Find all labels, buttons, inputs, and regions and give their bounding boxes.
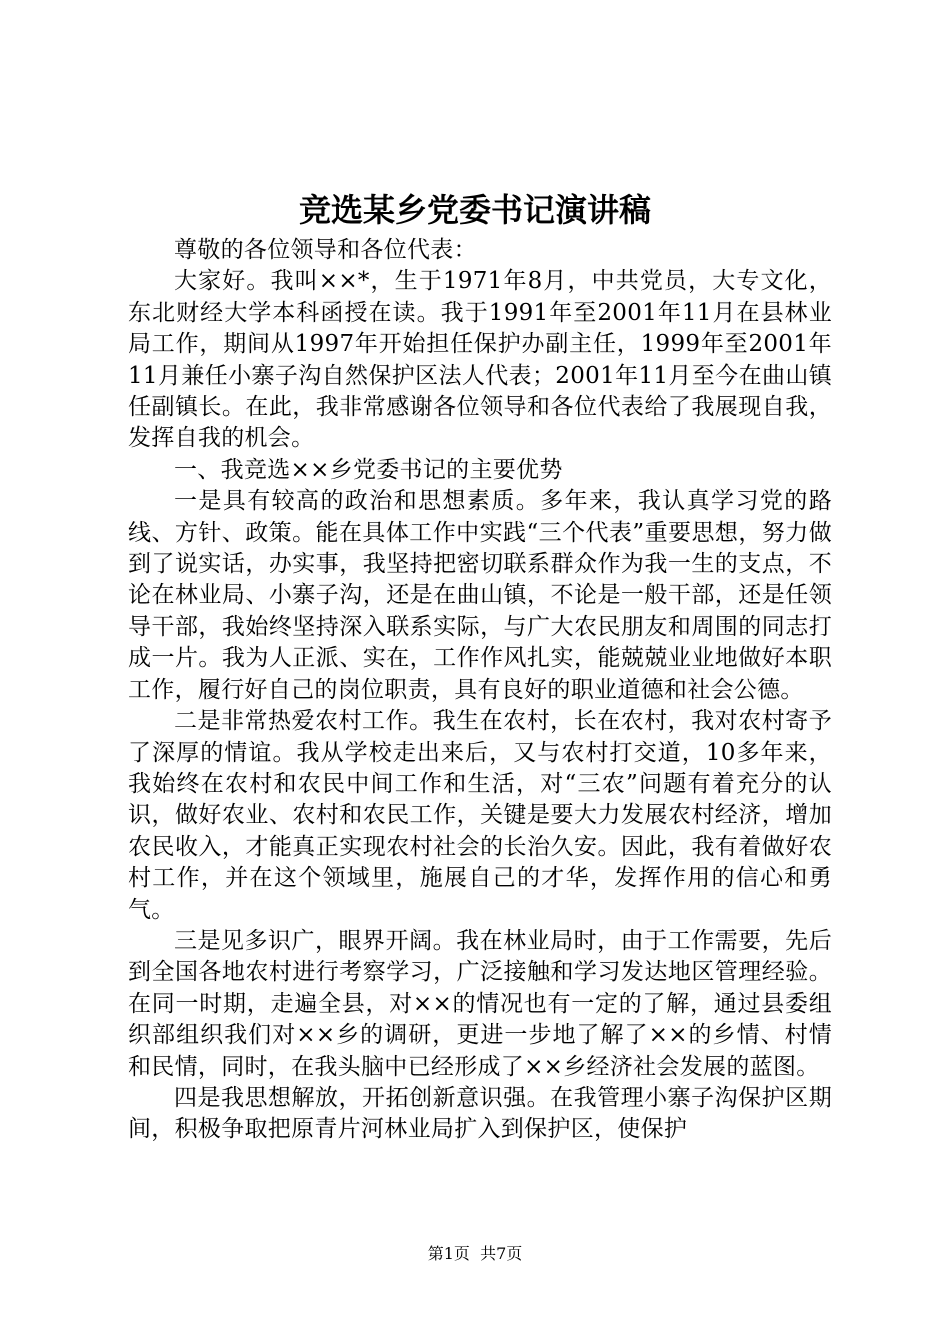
advantage-paragraph-1: 一是具有较高的政治和思想素质。多年来，我认真学习党的路线、方针、政策。能在具体工作中实践“三个代表”重要思想，努力做到了说实话，办实事，我坚持把密切联系群众作为我一生的支点，不论在林业局、小寨子沟，还是在曲山镇，不论是一般干部，还是任领导干部，我始终坚持深入联系实际，与广大农民朋友和周围的同志打成一片。我为人正派、实在，工作作风扎实，能兢兢业业地做好本职工作，履行好自己的岗位职责，具有良好的职业道德和社会公德。 <box>128 488 832 703</box>
advantage-paragraph-4: 四是我思想解放，开拓创新意识强。在我管理小寨子沟保护区期间，积极争取把原青片河林业局扩入到保护区，使保护 <box>128 1084 832 1143</box>
intro-paragraph: 大家好。我叫××*，生于1971年8月，中共党员，大专文化，东北财经大学本科函授在读。我于1991年至2001年11月在县林业局工作，期间从1997年开始担任保护办副主任，1999年至2001年11月兼任小寨子沟自然保护区法人代表；2001年11月至今在曲山镇任副镇长。在此，我非常感谢各位领导和各位代表给了我展现自我，发挥自我的机会。 <box>128 268 832 452</box>
section-heading: 一、我竞选××乡党委书记的主要优势 <box>174 456 563 483</box>
advantage-paragraph-3: 三是见多识广，眼界开阔。我在林业局时，由于工作需要，先后到全国各地农村进行考察学习，广泛接触和学习发达地区管理经验。在同一时期，走遍全县，对××的情况也有一定的了解，通过县委组织部组织我们对××乡的调研，更进一步地了解了××的乡情、村情和民情，同时，在我头脑中已经形成了××乡经济社会发展的蓝图。 <box>128 927 832 1080</box>
document-body <box>128 235 832 1146</box>
page-total: 共7页 <box>480 1244 523 1263</box>
document-title: 竞选某乡党委书记演讲稿 <box>298 191 651 229</box>
page-footer <box>0 1242 950 1266</box>
advantage-paragraph-2: 二是非常热爱农村工作。我生在农村，长在农村，我对农村寄予了深厚的情谊。我从学校走出来后，又与农村打交道，10多年来，我始终在农村和农民中间工作和生活，对“三农”问题有着充分的认识，做好农业、农村和农民工作，关键是要大力发展农村经济，增加农民收入，才能真正实现农村社会的长治久安。因此，我有着做好农村工作，并在这个领域里，施展自己的才华，发挥作用的信心和勇气。 <box>128 708 832 923</box>
page-number: 第1页 <box>427 1244 470 1263</box>
salutation-paragraph: 尊敬的各位领导和各位代表： <box>174 237 477 263</box>
